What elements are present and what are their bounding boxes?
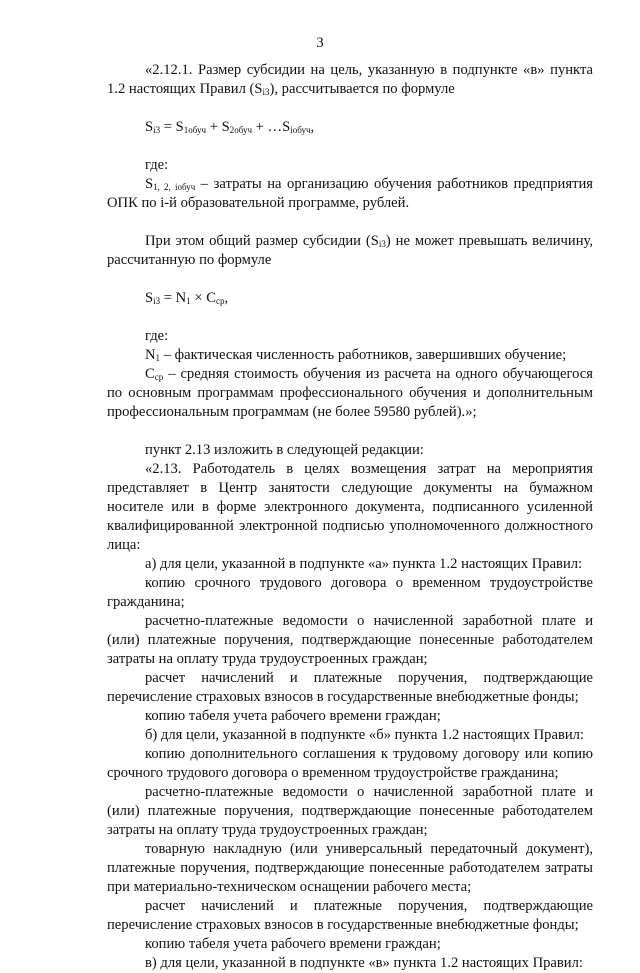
formula-subsidy-limit: $S_{i3} = N_1 \times C_{ср}$, [145,290,229,306]
paragraph-subsidy-limit: При этом общий размер субсидии $(S_{i3})$ не может превышать величину, рассчитанную по формуле [107,233,594,268]
definition-average-cost: $C_{ср}$ – средняя стоимость обучения из расчета на одного обучающегося по основным программам профессионального обучения и дополнительным профессиональным программам (не более 59580 рублей).»; [107,366,593,420]
list-item: копию табеля учета рабочего времени граждан; [145,936,441,952]
list-item: копию срочного трудового договора о временном трудоустройстве гражданина; [107,575,593,610]
formula-subsidy-sum: $S_{i3} = S_{1обуч} + S_{2обуч}$ + $\dots S_{iобуч}$, [145,119,315,135]
list-item: расчетно-платежные ведомости о начисленной заработной плате и (или) платежные поручения, подтверждающие понесенные работодателем затраты на оплату труда трудоустроенных граждан; [107,784,593,838]
list-item: копию табеля учета рабочего времени граждан; [145,708,441,724]
list-item: в) для цели, указанной в подпункте «в» пункта 1.2 настоящих Правил: [145,955,583,971]
list-item: расчет начислений и платежные поручения, подтверждающие перечисление страховых взносов в государственные внебюджетные фонды; [107,898,593,933]
document-body [107,61,593,973]
paragraph-2-12-1: «2.12.1. Размер субсидии на цель, указанную в подпункте «в» пункта 1.2 настоящих Правил $(S_{i3})$, рассчитывается по формуле [107,62,593,97]
list-item: копию дополнительного соглашения к трудовому договору или копию срочного трудового договора о временном трудоустройстве гражданина; [107,746,593,781]
list-item: б) для цели, указанной в подпункте «б» пункта 1.2 настоящих Правил: [145,727,584,743]
where-label-1: где: [145,157,169,173]
definition-training-costs: $S_{1, 2, iобуч}$ – затраты на организацию обучения работников предприятия ОПК по i-й образовательной программе, рублей. [107,176,593,211]
list-item: товарную накладную (или универсальный передаточный документ), платежные поручения, подтверждающие понесенные работодателем затраты при материально-техническом оснащении рабочего места; [107,841,593,895]
list-item: а) для цели, указанной в подпункте «а» пункта 1.2 настоящих Правил: [145,556,583,572]
definition-headcount: $N_1$ – фактическая численность работников, завершивших обучение; [145,347,567,363]
where-label-2: где: [145,328,169,344]
list-item: расчетно-платежные ведомости о начисленной заработной плате и (или) платежные поручения, подтверждающие понесенные работодателем затраты на оплату труда трудоустроенных граждан; [107,613,593,667]
list-item: расчет начислений и платежные поручения, подтверждающие перечисление страховых взносов в государственные внебюджетные фонды; [107,670,593,705]
page-number: 3 [316,35,324,51]
paragraph-2-13: «2.13. Работодатель в целях возмещения затрат на мероприятия представляет в Центр занятости следующие документы на бумажном носителе или в форме электронного документа, подписанного усиленной квалифицированной электронной подписью уполномоченного должностного лица: [107,461,593,553]
point-2-13-intro: пункт 2.13 изложить в следующей редакции: [145,442,424,458]
